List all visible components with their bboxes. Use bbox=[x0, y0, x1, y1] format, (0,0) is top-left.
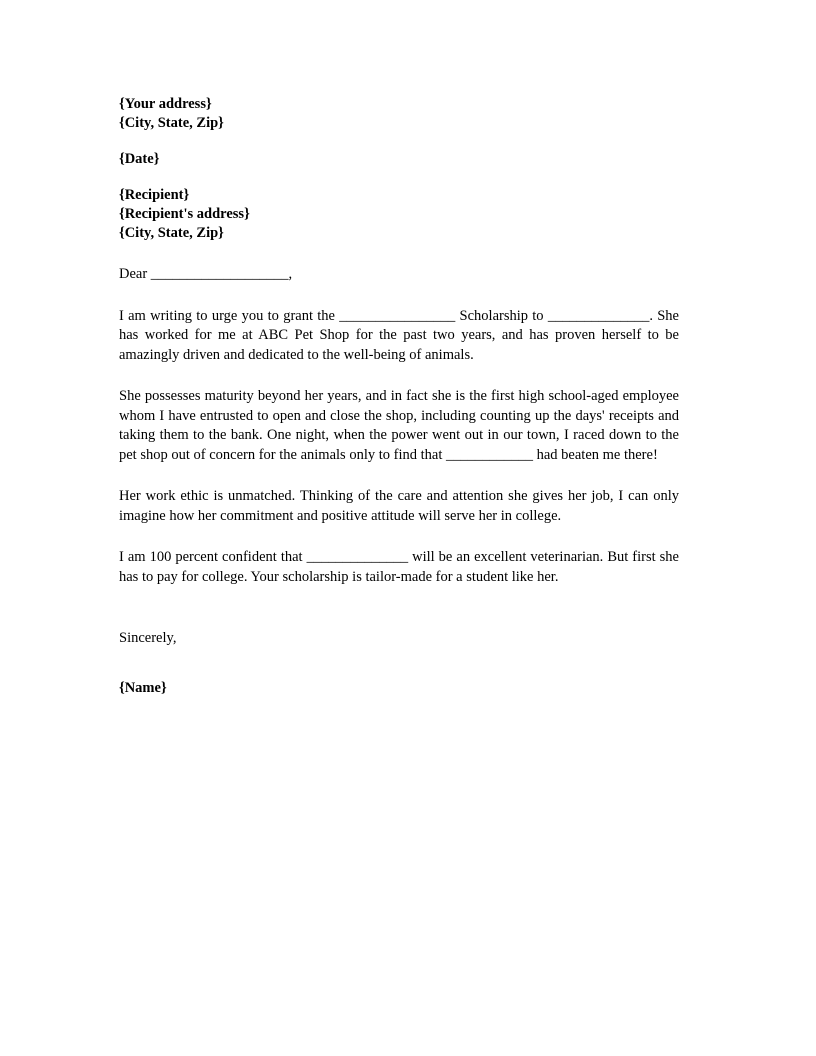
spacer-paragraph-1 bbox=[119, 365, 679, 387]
closing-line: Sincerely, bbox=[119, 630, 177, 646]
spacer-after-recipient bbox=[119, 243, 679, 265]
spacer-after-date bbox=[119, 169, 679, 186]
recipient-line-3: {City, State, Zip} bbox=[119, 225, 224, 241]
spacer-paragraph-2 bbox=[119, 465, 679, 487]
sender-address-block bbox=[119, 95, 679, 133]
signature-name: {Name} bbox=[119, 679, 167, 696]
recipient-line-1: {Recipient} bbox=[119, 187, 190, 203]
salutation-line: Dear ___________________, bbox=[119, 266, 293, 282]
body-paragraph-1: I am writing to urge you to grant the ________________ Scholarship to ______________. She has worked for me at ABC Pet Shop for the past two years, and has proven herself to be amazingly driven and dedicated to the well-being of animals. bbox=[119, 307, 679, 363]
spacer-after-salutation bbox=[119, 285, 679, 307]
letter-body bbox=[119, 95, 679, 698]
spacer-before-signature bbox=[119, 649, 679, 679]
date-line: {Date} bbox=[119, 151, 160, 167]
body-paragraph-3: Her work ethic is unmatched. Thinking of the care and attention she gives her job, I can only imagine how her commitment and positive attitude will serve her in college. bbox=[119, 488, 679, 524]
recipient-address-block bbox=[119, 186, 679, 243]
recipient-line-2: {Recipient's address} bbox=[119, 206, 250, 222]
body-paragraph-2: She possesses maturity beyond her years, and in fact she is the first high school-aged employee whom I have entrusted to open and close the shop, including counting up the days' receipts and taking them to the bank. One night, when the power went out in our town, I raced down to the pet shop out of concern for the animals only to find that ____________ had beaten me there! bbox=[119, 388, 679, 463]
spacer-paragraph-3 bbox=[119, 526, 679, 548]
sender-address-line-1: {Your address} bbox=[119, 96, 212, 112]
spacer-after-sender bbox=[119, 133, 679, 150]
spacer-before-closing bbox=[119, 587, 679, 629]
body-paragraph-4: I am 100 percent confident that ______________ will be an excellent veterinarian. But first she has to pay for college. Your scholarship is tailor-made for a student like her. bbox=[119, 549, 679, 585]
sender-address-line-2: {City, State, Zip} bbox=[119, 115, 224, 131]
